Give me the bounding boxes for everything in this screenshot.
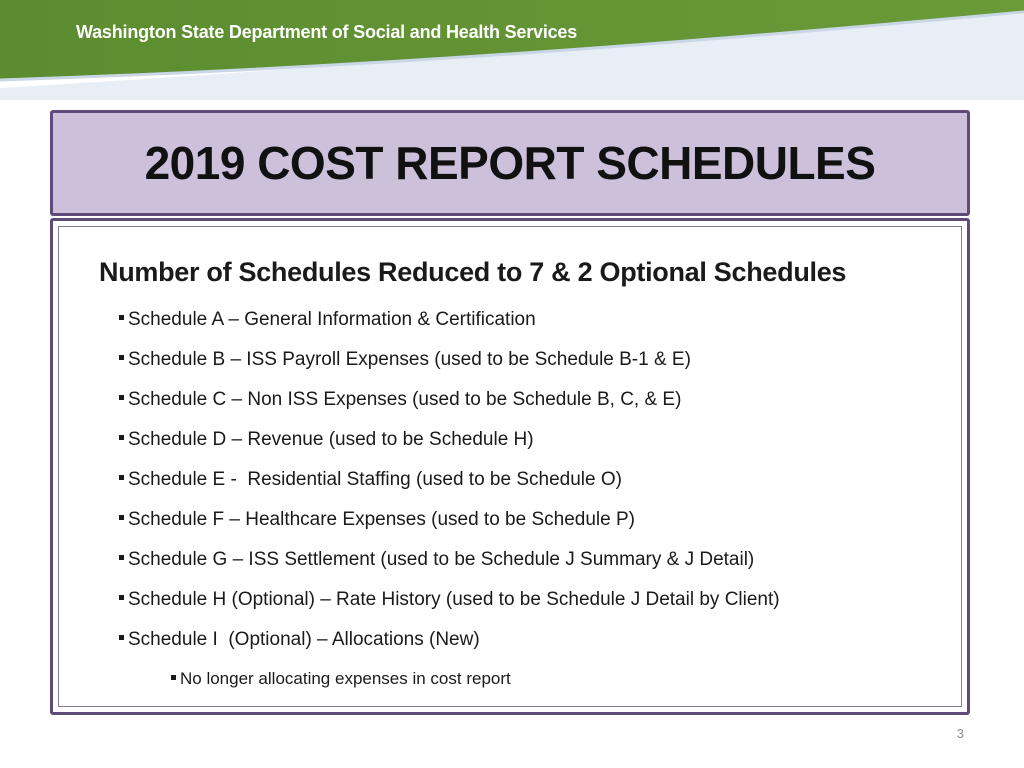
list-item-text: Schedule I (Optional) – Allocations (New) — [128, 629, 480, 650]
list-item-text: Schedule B – ISS Payroll Expenses (used to be Schedule B-1 & E) — [128, 349, 691, 370]
slide-title: 2019 COST REPORT SCHEDULES — [144, 137, 876, 189]
square-bullet-icon — [119, 595, 124, 600]
list-item-text: Schedule C – Non ISS Expenses (used to be Schedule B, C, & E) — [128, 389, 682, 410]
square-bullet-icon — [119, 475, 124, 480]
list-item — [119, 469, 622, 491]
square-bullet-icon — [119, 435, 124, 440]
page-number: 3 — [956, 726, 964, 741]
square-bullet-icon — [119, 395, 124, 400]
square-bullet-icon — [119, 515, 124, 520]
list-item — [119, 429, 534, 451]
square-bullet-icon — [119, 315, 124, 320]
list-item-text: Schedule A – General Information & Certification — [128, 309, 536, 330]
list-item-text: Schedule E - Residential Staffing (used to be Schedule O) — [128, 469, 622, 490]
list-item — [119, 549, 754, 571]
list-item-text: Schedule D – Revenue (used to be Schedule H) — [128, 429, 534, 450]
list-item — [119, 629, 480, 651]
list-item-text: Schedule H (Optional) – Rate History (used to be Schedule J Detail by Client) — [128, 589, 780, 610]
sub-list-item — [171, 669, 511, 689]
square-bullet-icon — [119, 355, 124, 360]
sub-list-item-text: No longer allocating expenses in cost report — [180, 669, 511, 688]
square-bullet-icon — [119, 635, 124, 640]
list-item — [119, 509, 635, 531]
list-item-text: Schedule F – Healthcare Expenses (used to be Schedule P) — [128, 509, 635, 530]
title-box — [50, 110, 970, 216]
list-item — [119, 309, 536, 331]
list-item — [119, 589, 780, 611]
header-banner — [0, 0, 1024, 100]
list-item — [119, 389, 681, 411]
banner-wave-shape — [0, 0, 1024, 100]
square-bullet-icon — [119, 555, 124, 560]
organization-title: Washington State Department of Social and Health Services — [76, 22, 578, 42]
list-item — [119, 349, 691, 371]
list-item-text: Schedule G – ISS Settlement (used to be Schedule J Summary & J Detail) — [128, 549, 755, 570]
content-inner-frame — [58, 226, 962, 707]
square-bullet-icon — [171, 675, 176, 680]
subheading: Number of Schedules Reduced to 7 & 2 Optional Schedules — [99, 257, 847, 287]
content-box — [50, 218, 970, 715]
